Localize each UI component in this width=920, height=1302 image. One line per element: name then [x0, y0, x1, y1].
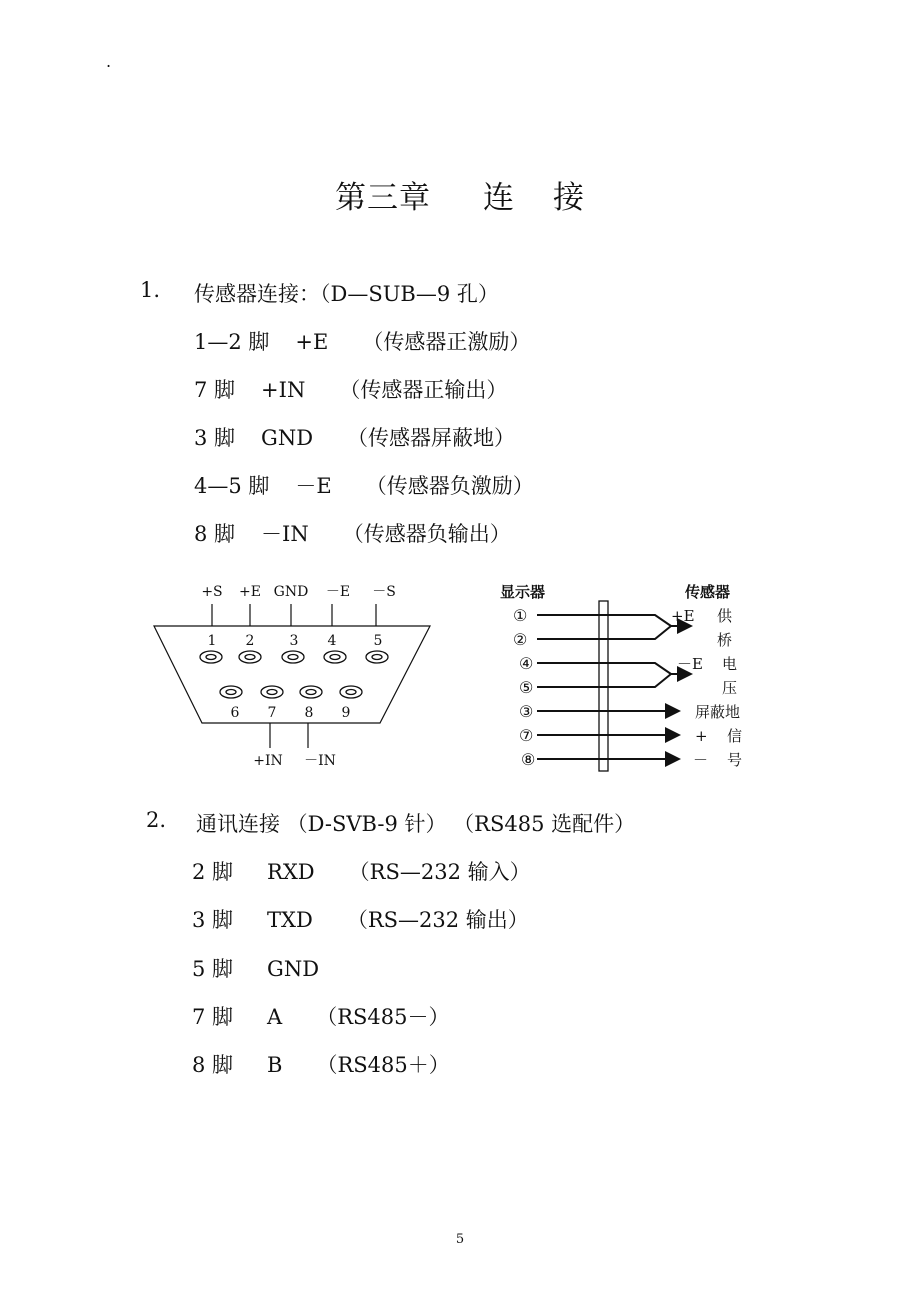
pin-signal: B: [267, 1053, 283, 1077]
pin-label: 4—5 脚: [194, 474, 270, 498]
chapter-title-part2: 连: [483, 180, 515, 216]
page-number: 5: [455, 1232, 465, 1247]
pin-hole-inner: [306, 690, 316, 695]
bottom-label-minus-in: －IN: [304, 753, 336, 769]
pin-desc: （RS485－）: [316, 1005, 450, 1029]
pin-number: 9: [341, 705, 351, 721]
pin-desc: （传感器正激励）: [362, 330, 531, 354]
pin-label: 8 脚: [194, 522, 236, 546]
row-label: ⑤: [519, 678, 534, 697]
minus-e-label: －E: [677, 655, 703, 673]
pin-number: 8: [304, 705, 314, 721]
pin-hole-inner: [206, 655, 216, 660]
pin-hole: [340, 686, 362, 698]
signal-minus: －: [693, 751, 709, 769]
pin-hole-inner: [288, 655, 298, 660]
pin-label: 8 脚: [192, 1053, 234, 1077]
s2-pin-row-1: [192, 856, 531, 886]
pin-label: 3 脚: [194, 426, 236, 450]
pin-signal: +IN: [261, 378, 306, 402]
s2-pin-row-2: [192, 904, 529, 934]
shield-label: 屏蔽地: [695, 703, 741, 721]
pin-signal: TXD: [267, 908, 313, 932]
plus-e-label: +E: [671, 607, 695, 625]
pin-hole-inner: [346, 690, 356, 695]
bottom-label-plus-in: +IN: [253, 753, 283, 769]
supply-char-2: 桥: [717, 631, 733, 649]
pin-label: 7 脚: [194, 378, 236, 402]
pin-signal: －E: [295, 474, 332, 498]
pin-label: 5 脚: [192, 957, 234, 981]
pin-signal: A: [267, 1005, 283, 1029]
pin-number: 6: [230, 705, 240, 721]
top-label-plus-e: +E: [239, 584, 261, 600]
wire-5: [537, 674, 671, 687]
supply-char-1: 供: [717, 607, 733, 625]
pin-signal: +E: [295, 330, 329, 354]
signal-char-2: 号: [727, 751, 743, 769]
s2-pin-row-5: [192, 1049, 450, 1079]
s1-pin-row-3: [194, 422, 515, 452]
signal-plus: +: [695, 727, 708, 745]
row-label: ④: [519, 654, 534, 673]
voltage-char-1: 电: [722, 655, 738, 673]
pin-signal: －IN: [261, 522, 309, 546]
row-label: ⑦: [519, 726, 534, 745]
pin-number: 5: [373, 633, 383, 649]
pin-hole-inner: [330, 655, 340, 660]
wire-2: [537, 626, 671, 639]
pin-label: 7 脚: [192, 1005, 234, 1029]
top-label-minus-s: －S: [372, 584, 396, 600]
pin-hole: [261, 686, 283, 698]
s1-pin-row-1: [194, 326, 530, 356]
s2-pin-row-3: [192, 953, 319, 983]
top-mark: .: [106, 52, 112, 71]
s1-pin-row-5: [194, 518, 511, 548]
s1-pin-row-4: [194, 470, 534, 500]
pin-hole-inner: [226, 690, 236, 695]
section2-number: 2.: [146, 808, 167, 832]
section1-number: 1.: [140, 278, 161, 302]
pin-hole: [300, 686, 322, 698]
pin-hole-inner: [267, 690, 277, 695]
chapter-title-part1: 第三章: [335, 180, 431, 216]
pin-signal: GND: [267, 957, 320, 981]
row-label: ③: [519, 702, 534, 721]
pin-desc: （RS—232 输出）: [346, 908, 529, 932]
pin-hole: [239, 651, 261, 663]
pin-desc: （传感器负激励）: [365, 474, 534, 498]
pin-hole: [282, 651, 304, 663]
pin-signal: RXD: [267, 860, 315, 884]
pin-desc: （传感器正输出）: [339, 378, 508, 402]
pin-desc: （RS—232 输入）: [348, 860, 531, 884]
section2-heading: 通讯连接 （D-SVB-9 针） （RS485 选配件）: [196, 812, 636, 836]
pin-hole-inner: [245, 655, 255, 660]
pin-number: 2: [245, 633, 255, 649]
top-label-gnd: GND: [273, 584, 309, 600]
s2-pin-row-4: [192, 1001, 450, 1031]
s1-pin-row-2: [194, 374, 507, 404]
pin-desc: （传感器负输出）: [342, 522, 511, 546]
sensor-title: 传感器: [685, 583, 731, 601]
wire-1: [537, 615, 671, 626]
pin-label: 3 脚: [192, 908, 234, 932]
dsub9-connector-diagram: [150, 578, 435, 773]
pin-number: 4: [327, 633, 337, 649]
wiring-diagram: [495, 578, 755, 778]
wire-4: [537, 663, 671, 674]
pin-number: 3: [289, 633, 299, 649]
pin-hole: [220, 686, 242, 698]
pin-number: 7: [267, 705, 277, 721]
pin-number: 1: [207, 633, 217, 649]
pin-hole: [324, 651, 346, 663]
signal-char-1: 信: [727, 727, 743, 745]
chapter-title-part3: 接: [553, 180, 585, 216]
row-label: ②: [513, 630, 528, 649]
pin-hole: [366, 651, 388, 663]
row-label: ①: [513, 606, 528, 625]
pin-desc: （传感器屏蔽地）: [347, 426, 516, 450]
pin-label: 1—2 脚: [194, 330, 270, 354]
top-label-minus-e: －E: [325, 584, 351, 600]
pin-hole: [200, 651, 222, 663]
pin-hole-inner: [372, 655, 382, 660]
pin-desc: （RS485＋）: [316, 1053, 450, 1077]
row-label: ⑧: [521, 750, 536, 769]
display-title: 显示器: [500, 583, 546, 601]
chapter-title: [0, 172, 920, 217]
voltage-char-2: 压: [722, 679, 738, 697]
section1-heading: 传感器连接：（D—SUB—9 孔）: [194, 282, 499, 306]
pin-label: 2 脚: [192, 860, 234, 884]
top-label-plus-s: +S: [201, 584, 223, 600]
pin-signal: GND: [261, 426, 314, 450]
